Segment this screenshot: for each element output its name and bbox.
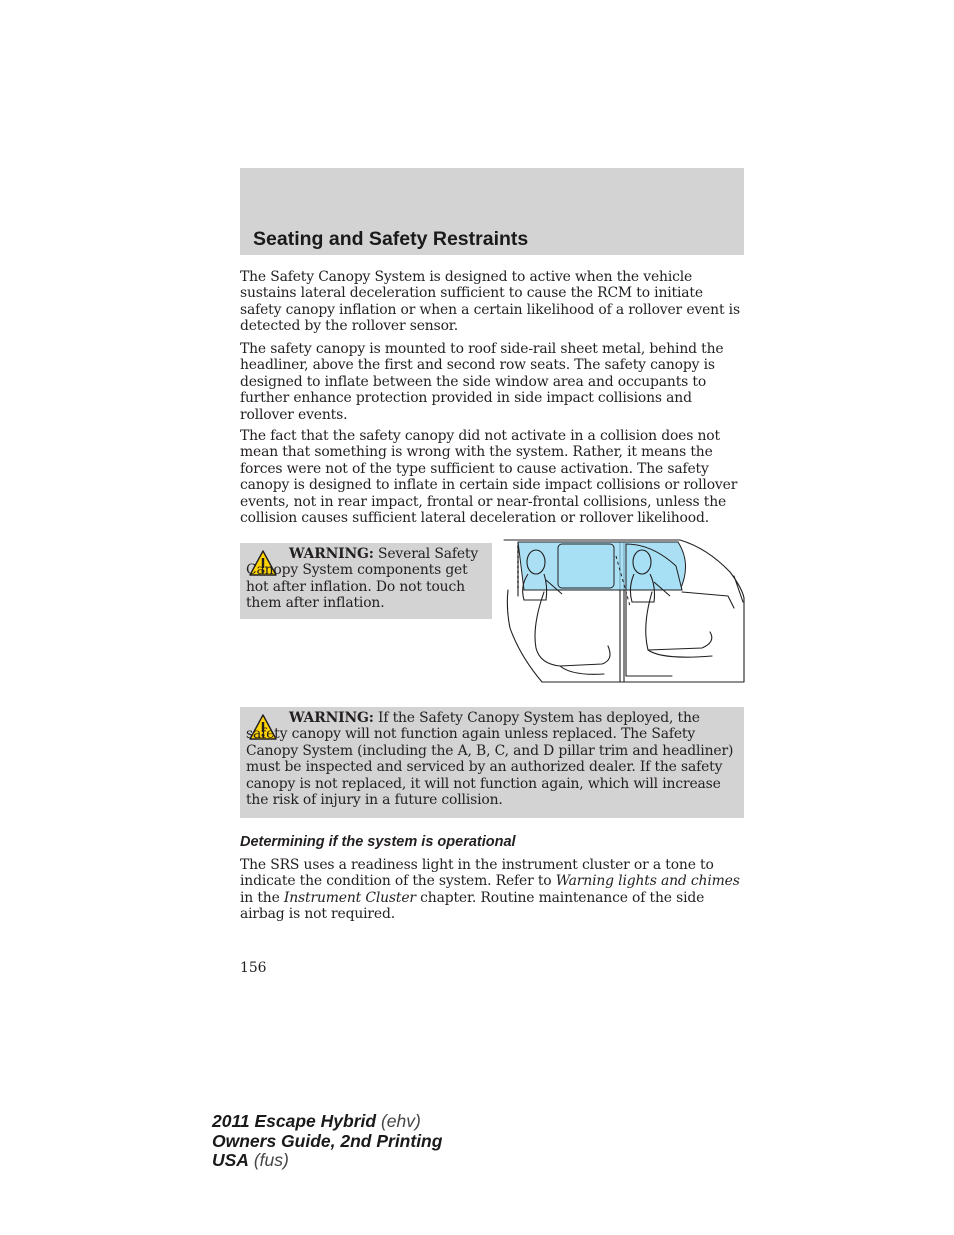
warning-body: If the Safety Canopy System has deployed, the safety canopy will not function again unless replaced. The Safety Canopy System (including the A, B, C, and D pillar trim and headliner) must be inspected and serviced by an authorized dealer. If the safety canopy is not replaced, it will not function again, which will increase the risk of injury in a future collision. — [246, 710, 734, 809]
warning-label: WARNING: — [289, 546, 374, 562]
section-title: Seating and Safety Restraints — [253, 228, 529, 250]
warning-label: WARNING: — [289, 710, 374, 726]
footer-line-market — [212, 1151, 442, 1171]
footer-model: 2011 Escape Hybrid — [212, 1111, 377, 1131]
warning-box-deployed-canopy — [240, 707, 744, 818]
text-segment: chapter. Routine maintenance of the side airbag is not required. — [240, 889, 705, 923]
paragraph-canopy-mounting: The safety canopy is mounted to roof side-rail sheet metal, behind the headliner, above the first and second row seats. The safety canopy is designed to inflate between the side window area and occupants to further enhance protection provided in side impact collisions and rollover events. — [240, 341, 724, 423]
warning-body: Several Safety Canopy System components get hot after inflation. Do not touch them after inflation. — [246, 546, 479, 612]
paragraph-canopy-non-activation: The fact that the safety canopy did not activate in a collision does not mean that something is wrong with the system. Rather, it means the forces were not of the type sufficient to cause activation. The safety canopy is designed to inflate in certain side impact collisions or rollover events, not in rear impact, frontal or near-frontal collisions, unless the collision causes sufficient lateral deceleration or rollover likelihood. — [240, 428, 738, 527]
text-segment: in the — [240, 889, 284, 906]
warning-text-deployed-canopy — [246, 710, 740, 808]
reference-warning-lights: Warning lights and chimes — [555, 873, 740, 890]
reference-instrument-cluster: Instrument Cluster — [283, 889, 416, 906]
safety-canopy-illustration — [502, 536, 746, 684]
paragraph-readiness-light — [240, 857, 746, 923]
footer-model-code: (ehv) — [376, 1111, 421, 1131]
subheading-system-operational: Determining if the system is operational — [240, 834, 516, 850]
footer-market: USA — [212, 1150, 249, 1170]
paragraph-canopy-activation: The Safety Canopy System is designed to active when the vehicle sustains lateral deceleration sufficient to cause the RCM to initiate safety canopy inflation or when a certain likelihood of a rollover event is detected by the rollover sensor. — [240, 269, 740, 335]
page-number: 156 — [240, 960, 267, 976]
warning-box-hot-components — [240, 543, 492, 619]
footer-line-model — [212, 1112, 442, 1132]
warning-text-hot-components — [246, 546, 486, 612]
footer-market-code: (fus) — [248, 1150, 289, 1170]
footer-publication-info — [212, 1112, 442, 1171]
section-header-band — [240, 168, 744, 255]
footer-line-guide: Owners Guide, 2nd Printing — [212, 1130, 443, 1151]
text-segment: The SRS uses a readiness light in the instrument cluster or a tone to indicate the condition of the system. Refer to — [240, 857, 714, 890]
